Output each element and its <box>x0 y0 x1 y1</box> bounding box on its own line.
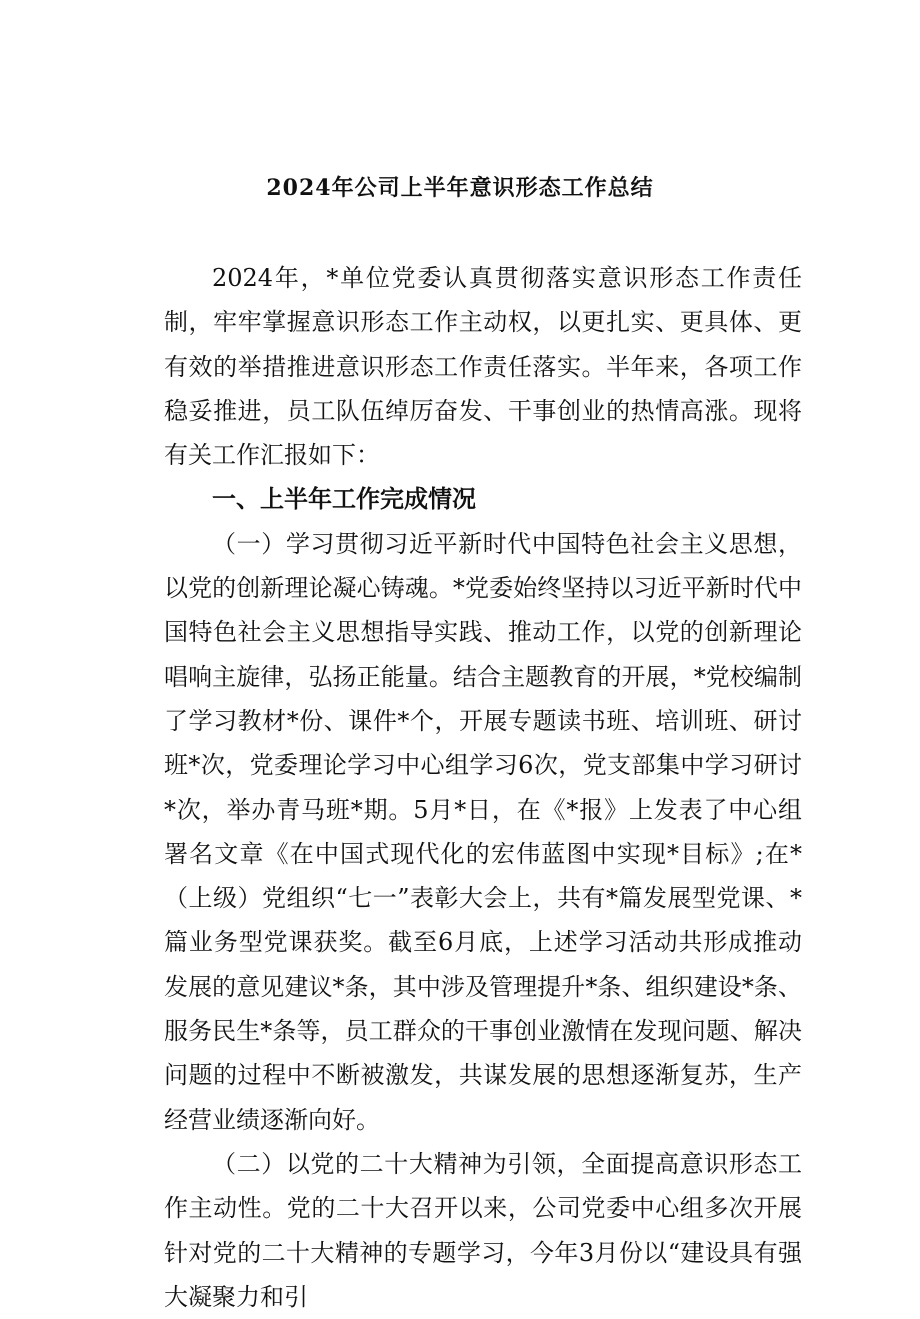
subsection-paragraph-1: （一）学习贯彻习近平新时代中国特色社会主义思想，以党的创新理论凝心铸魂。*党委始终坚持以习近平新时代中国特色社会主义思想指导实践、推动工作，以党的创新理论唱响主旋律，弘扬正能量。结合主题教育的开展，*党校编制了学习教材*份、课件*个，开展专题读书班、培训班、研讨班*次，党委理论学习中心组学习6次，党支部集中学习研讨*次，举办青马班*期。5月*日，在《*报》上发表了中心组署名文章《在中国式现代化的宏伟蓝图中实现*目标》;在*（上级）党组织“七一”表彰大会上，共有*篇发展型党课、*篇业务型党课获奖。截至6月底，上述学习活动共形成推动发展的意见建议*条，其中涉及管理提升*条、组织建设*条、服务民生*条等，员工群众的干事创业激情在发现问题、解决问题的过程中不断被激发，共谋发展的思想逐渐复苏，生产经营业绩逐渐向好。 <box>164 529 802 1134</box>
subsection-paragraph-2: （二）以党的二十大精神为引领，全面提高意识形态工作主动性。党的二十大召开以来，公司党委中心组多次开展针对党的二十大精神的专题学习，今年3月份以“建设具有强大凝聚力和引 <box>164 1149 802 1311</box>
document-title: 2024年公司上半年意识形态工作总结 <box>266 175 654 201</box>
document-body <box>164 256 802 1319</box>
intro-paragraph: 2024年，*单位党委认真贯彻落实意识形态工作责任制，牢牢掌握意识形态工作主动权，以更扎实、更具体、更有效的举措推进意识形态工作责任落实。半年来，各项工作稳妥推进，员工队伍绰厉奋发、干事创业的热情高涨。现将有关工作汇报如下： <box>164 264 802 470</box>
section-heading: 一、上半年工作完成情况 <box>212 484 476 514</box>
